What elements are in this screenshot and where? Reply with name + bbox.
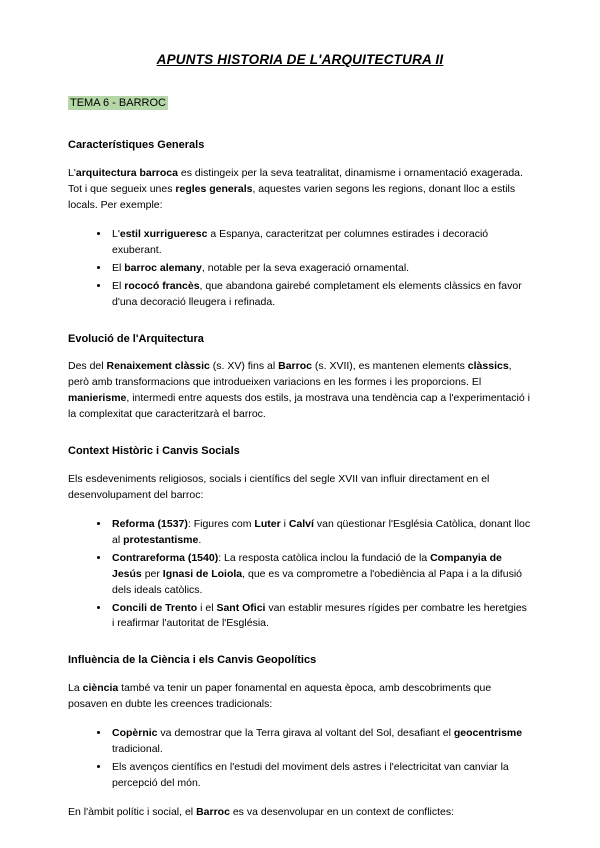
section-influencia-ciencia <box>68 652 532 820</box>
text-run: es va desenvolupar en un context de conflictes: <box>229 805 455 818</box>
text-run: geocentrisme <box>453 727 523 740</box>
text-run: Barroc <box>196 805 230 818</box>
section-caracteristiques-generals <box>68 137 532 310</box>
bullet-item <box>110 261 532 277</box>
text-run: , que es va comprometre a l'obediència al Papa i a la difusió dels ideals catòlics. <box>112 567 522 596</box>
bullet-list <box>68 726 532 792</box>
text-run: Copèrnic <box>112 727 158 740</box>
section-heading: Influència de la Ciència i els Canvis Geopolítics <box>68 654 317 667</box>
text-run: En l'àmbit polític i social, el <box>68 805 197 818</box>
text-run: protestantisme <box>123 533 199 546</box>
text-run: es distingeix per la seva teatralitat, dinamisme i ornamentació exagerada. Tot i que segueix unes <box>68 166 523 195</box>
text-run: regles generals <box>175 182 253 195</box>
text-run: per <box>141 567 163 580</box>
text-run: Contrareforma (1540) <box>112 551 219 564</box>
text-run: : La resposta catòlica inclou la fundació de la <box>218 551 431 564</box>
section-heading: Evolució de l'Arquitectura <box>68 332 204 345</box>
text-run: Renaixement clàssic <box>106 360 210 373</box>
text-run: Calví <box>288 517 314 530</box>
bullet-item <box>110 601 532 633</box>
bullet-item <box>110 551 532 599</box>
text-run: , aquestes varien segons les regions, donant lloc a estils locals. Per exemple: <box>68 182 516 211</box>
text-run: barroc alemany <box>124 261 202 274</box>
section-context-historic <box>68 443 532 632</box>
text-run: , intermedi entre aquests dos estils, ja mostrava una tendència cap a l'experimentació i la complexitat que caracteritzarà el barroc. <box>68 392 530 421</box>
text-run: Els esdeveniments religiosos, socials i científics del segle XVII van influir directament en el desenvolupament del barroc: <box>68 472 490 501</box>
text-run: ciència <box>82 682 119 695</box>
text-run: estil xurrigueresc <box>119 227 208 240</box>
text-run: Els avenços científics en l'estudi del moviment dels astres i l'electricitat van canviar la percepció del món. <box>112 760 509 789</box>
text-run: (s. XVII), es mantenen elements <box>311 360 468 373</box>
text-run: i el <box>197 601 217 614</box>
text-run: El <box>112 261 125 274</box>
text-run: clàssics <box>467 360 509 373</box>
bullet-item <box>110 227 532 259</box>
text-run: a Espanya, caracteritzat per columnes estirades i decoració exuberant. <box>112 227 489 256</box>
bullet-item <box>110 760 532 792</box>
text-run: rococó francès <box>124 279 200 292</box>
bullet-item <box>110 726 532 758</box>
section-heading: Context Històric i Canvis Socials <box>68 445 240 458</box>
bullet-list <box>68 517 532 633</box>
text-run: , notable per la seva exageració ornamental. <box>201 261 410 274</box>
text-run: : Figures com <box>187 517 255 530</box>
paragraph <box>68 805 532 821</box>
bullet-item <box>110 279 532 311</box>
text-run: La <box>68 682 83 695</box>
text-run: Reforma (1537) <box>112 517 188 530</box>
topic-highlight: TEMA 6 - BARROC <box>70 96 166 109</box>
text-run: , però amb transformacions que introdueixen variacions en les formes i les proporcions. El <box>68 360 512 389</box>
text-run: arquitectura barroca <box>75 166 178 179</box>
text-run: Companyia de Jesús <box>112 551 502 580</box>
text-run: (s. XV) fins al <box>209 360 279 373</box>
text-run: Luter <box>254 517 281 530</box>
text-run: va demostrar que la Terra girava al voltant del Sol, desafiant el <box>157 727 454 740</box>
text-run: també va tenir un paper fonamental en aquesta època, amb descobriments que posaven en dubte les creences tradicionals: <box>68 682 492 711</box>
text-run: El <box>112 279 125 292</box>
topic-heading <box>68 95 532 112</box>
text-run: van qüestionar l'Església Catòlica, donant lloc al <box>112 517 531 546</box>
text-run: L' <box>68 166 76 179</box>
text-run: , que abandona gairebé completament els elements clàssics en favor d'una decoració lleugera i refinada. <box>112 279 522 308</box>
text-run: Concili de Trento <box>112 601 198 614</box>
section-evolucio-arquitectura <box>68 331 532 424</box>
text-run: manierisme <box>68 392 127 405</box>
text-run: tradicional. <box>112 742 163 755</box>
section-heading: Característiques Generals <box>68 139 205 152</box>
bullet-list <box>68 227 532 311</box>
paragraph <box>68 359 532 423</box>
document-title: APUNTS HISTORIA DE L'ARQUITECTURA II <box>156 52 444 67</box>
paragraph <box>68 472 532 504</box>
text-run: Ignasi de Loiola <box>162 567 243 580</box>
text-run: i <box>280 517 289 530</box>
text-run: van establir mesures rígides per combatre les heretgies i reafirmar l'autoritat de l'Església. <box>112 601 527 630</box>
text-run: . <box>198 533 202 546</box>
text-run: Des del <box>68 360 107 373</box>
paragraph <box>68 166 532 214</box>
text-run: L' <box>112 227 120 240</box>
text-run: Barroc <box>278 360 312 373</box>
paragraph <box>68 681 532 713</box>
bullet-item <box>110 517 532 549</box>
text-run: Sant Ofici <box>216 601 266 614</box>
